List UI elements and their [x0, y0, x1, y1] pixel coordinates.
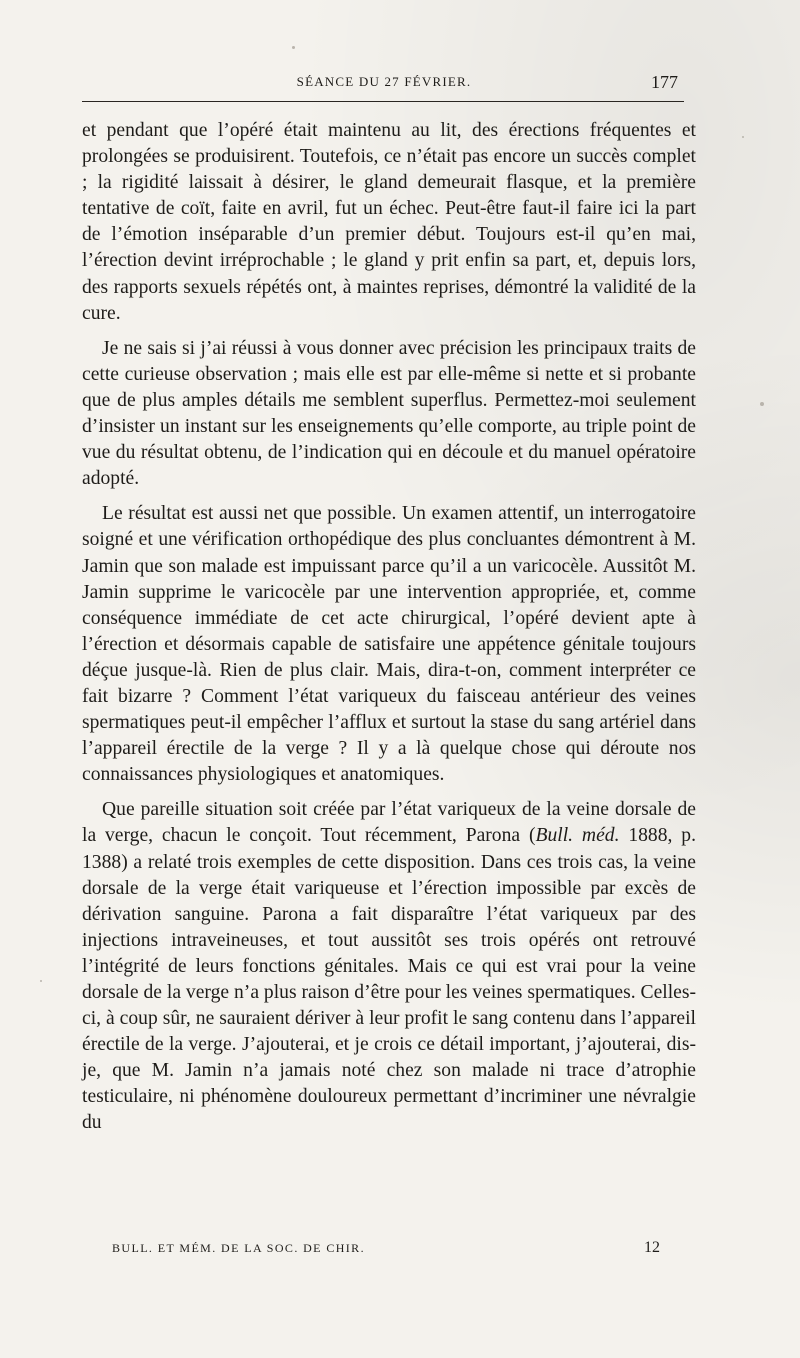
paper-speck — [760, 402, 764, 406]
page-header — [82, 72, 686, 98]
paragraph-3: Le résultat est aussi net que possible. Un examen attentif, un interrogatoire soigné et une vérification orthopédique des plus concluantes démontrent à M. Jamin que son malade est impuissant parce qu’il a un varicocèle. Aussitôt M. Jamin supprime le varicocèle par une intervention appropriée, et, comme conséquence immédiate de cet acte chirurgical, l’opéré devient apte à l’érection et désormais capable de satisfaire une appétence génitale toujours déçue jusque-là. Rien de plus clair. Mais, dira-t-on, comment interpréter ce fait bizarre ? Comment l’état variqueux du faisceau antérieur des veines spermatiques peut-il empêcher l’afflux et surtout la stase du sang artériel dans l’appareil érectile de la verge ? Il y a là quelque chose qui déroute nos connaissances physiologiques et anatomiques. — [82, 503, 696, 786]
page-number: 177 — [651, 72, 678, 92]
paper-speck — [292, 46, 295, 49]
body-text — [82, 118, 696, 1137]
page-footer — [112, 1239, 660, 1259]
header-rule — [82, 101, 684, 102]
paragraph-1: et pendant que l’opéré était maintenu au lit, des érections fréquentes et prolongées se produisirent. Toutefois, ce n’était pas encore un succès complet ; la rigidité laissait à désirer, le gland demeurait flasque, et la première tentative de coït, faite en avril, fut un échec. Peut-être faut-il faire ici la part de l’émotion inséparable d’un premier début. Toujours est-il qu’en mai, l’érection devint irréprochable ; le gland y prit enfin sa part, et, depuis lors, des rapports sexuels répétés ont, à maintes reprises, démontré la validité de la cure. — [82, 120, 696, 324]
paper-speck — [742, 136, 744, 138]
printer-signature: BULL. ET MÉM. DE LA SOC. DE CHIR. — [112, 1241, 365, 1255]
journal-citation: Bull. méd. — [535, 825, 620, 847]
paragraph-4-text-start: Que pareille situation soit créée par l’état variqueux de la veine dorsale de la verge, chacun le conçoit. Tout récemment, Parona ( — [82, 799, 696, 847]
paragraph-4-text-end: 1888, p. 1388) a relaté trois exemples de cette disposition. Dans ces trois cas, la veine dorsale de la verge était variqueuse et l’érection impossible par excès de dérivation sanguine. Parona a fait disparaître l’état variqueux par des injections intraveineuses, et tout aussitôt ses trois opérés ont retrouvé l’intégrité de leurs fonctions génitales. Mais ce qui est vrai pour la veine dorsale de la verge n’a plus raison d’être pour les veines spermatiques. Celles-ci, à coup sûr, ne sauraient dériver à leur profit le sang contenu dans l’appareil érectile de la verge. J’ajouterai, et je crois ce détail important, j’ajouterai, dis-je, que M. Jamin n’a jamais noté chez son malade ni trace d’atrophie testiculaire, ni phénomène douloureux permettant d’incriminer une névralgie du — [82, 825, 696, 1134]
paragraph-4 — [82, 797, 696, 1136]
running-title: SÉANCE DU 27 FÉVRIER. — [296, 74, 472, 89]
paragraph-2: Je ne sais si j’ai réussi à vous donner avec précision les principaux traits de cette curieuse observation ; mais elle est par elle-même si nette et si probante que de plus amples détails me semblent superflus. Permettez-moi seulement d’insister un instant sur les enseignements qu’elle comporte, au triple point de vue du résultat obtenu, de l’indication qui en découle et du manuel opératoire adopté. — [82, 337, 696, 490]
paper-speck — [40, 980, 42, 982]
signature-number: 12 — [644, 1239, 660, 1256]
